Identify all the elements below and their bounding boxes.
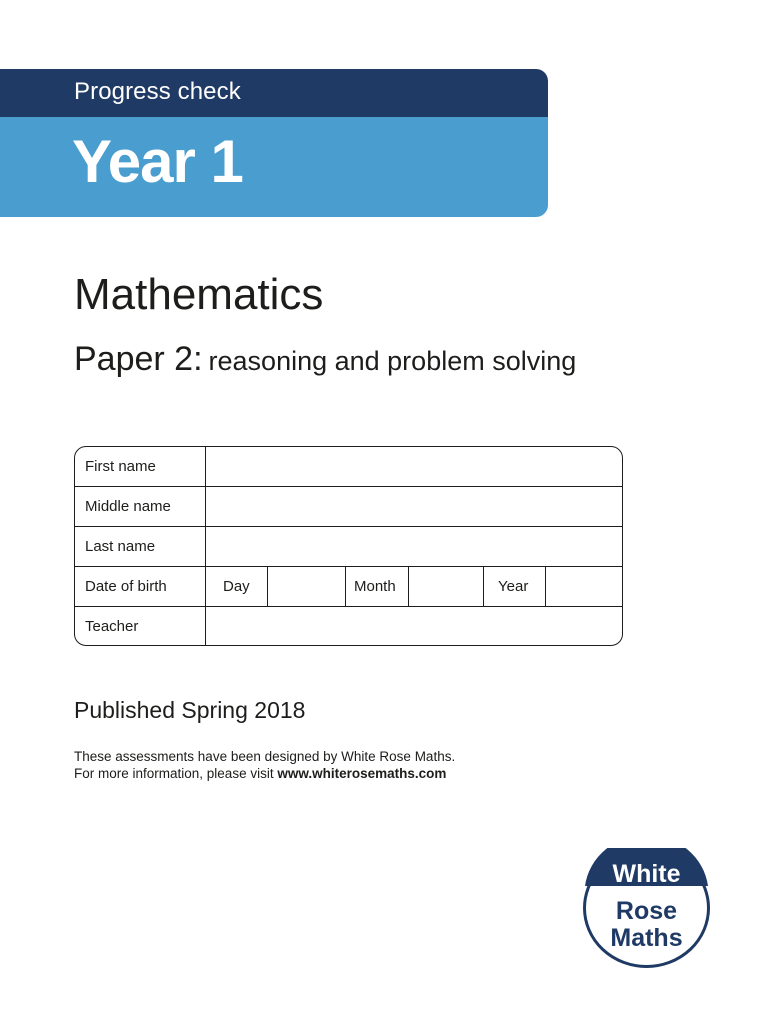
last-name-label: Last name [85,538,156,555]
divider [205,487,206,526]
teacher-row [75,607,622,646]
first-name-label: First name [85,458,156,475]
divider [545,567,546,606]
year-field[interactable] [547,567,622,606]
day-field[interactable] [269,567,345,606]
first-name-row [75,447,622,487]
white-rose-maths-logo [583,848,710,968]
month-label: Month [354,578,396,595]
divider [205,447,206,486]
first-name-field[interactable] [207,447,622,486]
logo-text-maths: Maths [610,924,683,952]
middle-name-label: Middle name [85,498,171,515]
divider [267,567,268,606]
info-line-2-prefix: For more information, please visit [74,766,278,781]
month-field[interactable] [410,567,483,606]
teacher-label: Teacher [85,618,139,635]
day-label: Day [223,578,250,595]
banner-subtitle: Progress check [74,78,241,105]
header-banner-bottom [0,117,548,217]
year-label: Year [498,578,529,595]
divider [483,567,484,606]
divider [205,527,206,566]
published-date: Published Spring 2018 [74,697,306,723]
teacher-field[interactable] [207,607,622,646]
divider [345,567,346,606]
middle-name-field[interactable] [207,487,622,526]
middle-name-row [75,487,622,527]
date-of-birth-row [75,567,622,607]
info-line-2 [74,765,455,782]
info-line-1: These assessments have been designed by White Rose Maths. [74,749,456,764]
logo-text-white: White [612,860,681,888]
paper-heading [74,340,576,379]
website-link[interactable]: www.whiterosemaths.com [277,766,447,781]
header-banner-top [0,69,548,117]
last-name-row [75,527,622,567]
subject-title: Mathematics [74,270,324,319]
last-name-field[interactable] [207,527,622,566]
paper-description: reasoning and problem solving [208,346,577,376]
date-of-birth-label: Date of birth [85,578,167,595]
year-title: Year 1 [72,128,243,195]
divider [205,607,206,646]
student-details-form [74,446,623,646]
divider [205,567,206,606]
header-banner [0,69,548,217]
paper-number: Paper 2: [74,340,203,378]
divider [408,567,409,606]
info-text [74,748,455,782]
logo-text-rose: Rose [615,897,678,925]
